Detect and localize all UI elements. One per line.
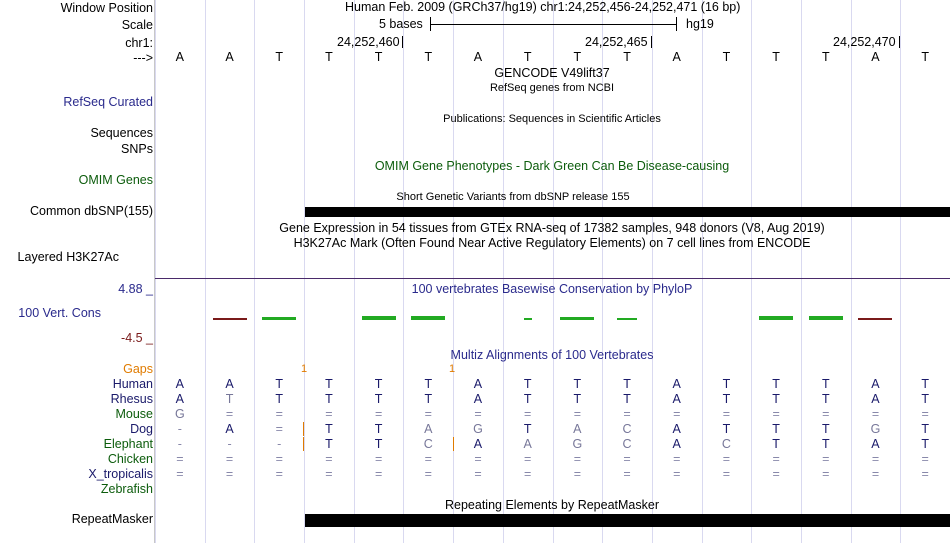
ruler-tick-3	[899, 36, 900, 48]
alignment-base: =	[424, 407, 432, 421]
alignment-base: -	[277, 437, 282, 451]
cons-top-border	[155, 278, 950, 279]
alignment-base: A	[175, 392, 185, 406]
base-letter: A	[672, 50, 681, 64]
alignment-base: A	[871, 392, 880, 406]
refseq-genes-subtitle: RefSeq genes from NCBI	[489, 82, 615, 94]
alignment-base: =	[225, 452, 234, 466]
cons-track-title[interactable]: 100 vertebrates Basewise Conservation by PhyloP	[411, 282, 693, 296]
alignment-base: T	[374, 437, 383, 451]
alignment-base: A	[871, 377, 880, 391]
cons-bar	[560, 317, 594, 320]
base-letter: T	[623, 50, 631, 64]
base-letter: T	[722, 50, 731, 64]
cons-bar	[617, 318, 637, 320]
cons-bar	[809, 316, 843, 320]
dbsnp-feature-bar[interactable]	[305, 207, 950, 217]
alignment-base: T	[374, 422, 383, 436]
alignment-base: T	[722, 422, 731, 436]
alignment-base: A	[672, 437, 681, 451]
alignment-base: T	[523, 422, 532, 436]
alignment-base: T	[325, 422, 333, 436]
alignment-base: =	[822, 407, 830, 421]
alignment-base: =	[275, 422, 283, 436]
ruler-label-2: 24,252,465	[585, 35, 648, 49]
alignment-base: =	[474, 452, 482, 466]
snps-label[interactable]: SNPs	[121, 142, 153, 156]
scale-bar	[430, 17, 677, 31]
alignment-base: A	[871, 437, 880, 451]
alignment-base: =	[921, 467, 929, 481]
alignment-base: T	[623, 377, 631, 391]
alignment-base: T	[772, 437, 780, 451]
species-label[interactable]: Mouse	[115, 407, 153, 421]
browser-image-area[interactable]	[155, 0, 950, 543]
elephant-insertion-mark	[303, 437, 304, 451]
alignment-base: A	[225, 377, 234, 391]
base-letter: T	[523, 50, 532, 64]
publications-track-title[interactable]: Publications: Sequences in Scientific Articles	[443, 113, 661, 125]
alignment-base: T	[921, 392, 929, 406]
alignment-base: A	[424, 422, 433, 436]
alignment-base: =	[871, 452, 880, 466]
window-position-label: Window Position	[60, 1, 153, 15]
alignment-base: =	[921, 452, 929, 466]
alignment-base: A	[672, 377, 681, 391]
cons-bar	[362, 316, 396, 320]
alignment-base: T	[772, 392, 780, 406]
gap-mark-1: 1	[301, 363, 308, 375]
alignment-base: =	[225, 467, 234, 481]
alignment-base: T	[374, 377, 383, 391]
alignment-base: T	[523, 392, 532, 406]
gap-mark-2: 1	[449, 363, 456, 375]
gencode-track-title[interactable]: GENCODE V49lift37	[494, 66, 610, 80]
alignment-base: A	[473, 437, 483, 451]
species-label[interactable]: Rhesus	[110, 392, 153, 406]
alignment-base: =	[722, 407, 731, 421]
cons-bar	[759, 316, 793, 320]
position-text: Human Feb. 2009 (GRCh37/hg19) chr1:24,252,456-24,252,471 (16 bp)	[345, 0, 741, 14]
alignment-base: =	[673, 452, 681, 466]
alignment-base: -	[177, 422, 182, 436]
alignment-base: =	[573, 467, 581, 481]
alignment-base: A	[523, 437, 532, 451]
species-label[interactable]: Elephant	[103, 437, 153, 451]
alignment-base: =	[772, 467, 780, 481]
alignment-base: =	[871, 467, 880, 481]
alignment-base: =	[623, 452, 631, 466]
alignment-base: T	[374, 392, 383, 406]
cons-bar	[411, 316, 445, 320]
alignment-base: =	[822, 467, 830, 481]
base-letter: T	[325, 50, 333, 64]
alignment-base: -	[177, 437, 182, 451]
ruler-label-1: 24,252,460	[337, 35, 400, 49]
alignment-base: G	[174, 407, 185, 421]
cons-bar	[858, 318, 892, 320]
repeatmasker-label[interactable]: RepeatMasker	[71, 512, 153, 526]
alignment-base: A	[573, 422, 582, 436]
alignment-base: =	[325, 467, 333, 481]
species-label[interactable]: Human	[112, 377, 153, 391]
alignment-base: -	[227, 437, 232, 451]
alignment-base: =	[524, 407, 532, 421]
alignment-base: A	[672, 422, 681, 436]
gtex-track-title[interactable]: Gene Expression in 54 tissues from GTEx RNA-seq of 17382 samples, 948 donors (V8, Aug 2019)	[279, 221, 825, 235]
alignment-base: =	[325, 407, 333, 421]
alignment-base: =	[325, 452, 333, 466]
base-letter: A	[871, 50, 880, 64]
alignment-base: =	[374, 407, 383, 421]
alignment-base: =	[474, 467, 482, 481]
alignment-base: =	[275, 467, 283, 481]
base-letter: T	[275, 50, 284, 64]
alignment-base: =	[374, 467, 383, 481]
alignment-base: =	[424, 452, 432, 466]
cons-min-label: -4.5 _	[121, 331, 153, 345]
alignment-base: T	[921, 377, 929, 391]
multiz-track-title[interactable]: Multiz Alignments of 100 Vertebrates	[450, 348, 654, 362]
alignment-base: T	[325, 437, 333, 451]
strand-arrow-label[interactable]: --->	[133, 51, 153, 65]
alignment-base: =	[524, 452, 532, 466]
alignment-base: =	[623, 407, 631, 421]
alignment-base: T	[523, 377, 532, 391]
alignment-base: T	[821, 422, 830, 436]
base-letter: A	[473, 50, 483, 64]
cons-wiggle-plot[interactable]	[155, 310, 950, 330]
species-label[interactable]: X_tropicalis	[88, 467, 153, 481]
alignment-base: T	[821, 377, 830, 391]
base-letter: T	[921, 50, 929, 64]
alignment-base: T	[424, 392, 433, 406]
base-sequence-row	[155, 50, 950, 65]
alignment-base: T	[821, 392, 830, 406]
base-letter: T	[573, 50, 582, 64]
base-letter: T	[374, 50, 383, 64]
alignment-base: T	[623, 392, 631, 406]
alignment-base: A	[672, 392, 681, 406]
alignment-base: T	[325, 392, 333, 406]
chrom-label: chr1:	[125, 36, 153, 50]
omim-genes-label[interactable]: OMIM Genes	[78, 173, 153, 187]
alignment-base: G	[473, 422, 483, 436]
ruler-tick-2	[651, 36, 652, 48]
repeatmasker-track-title[interactable]: Repeating Elements by RepeatMasker	[444, 498, 660, 512]
track-label-column	[0, 0, 155, 543]
alignment-base: =	[673, 467, 681, 481]
alignment-base: =	[921, 407, 929, 421]
alignment-base: =	[275, 452, 283, 466]
repeatmasker-feature-bar[interactable]	[305, 514, 950, 527]
alignment-base: T	[275, 392, 284, 406]
alignment-base: A	[473, 377, 483, 391]
dbsnp-track-title[interactable]: Short Genetic Variants from dbSNP release 155	[396, 191, 630, 203]
base-letter: T	[772, 50, 780, 64]
ruler-label-3: 24,252,470	[833, 35, 896, 49]
alignment-base: T	[325, 377, 333, 391]
alignment-base: T	[772, 377, 780, 391]
vert-cons-label[interactable]: 100 Vert. Cons	[18, 306, 101, 320]
sequences-label[interactable]: Sequences	[90, 126, 153, 140]
alignment-base: T	[921, 437, 929, 451]
alignment-base: =	[822, 452, 830, 466]
alignment-base: G	[572, 437, 583, 451]
alignment-base: C	[622, 437, 632, 451]
alignment-base: A	[175, 377, 185, 391]
alignment-base: =	[573, 407, 581, 421]
species-label[interactable]: Dog	[130, 422, 153, 436]
alignment-base: =	[722, 467, 731, 481]
alignment-base: C	[423, 437, 433, 451]
base-letter: T	[821, 50, 830, 64]
alignment-base: T	[722, 377, 731, 391]
alignment-base: =	[176, 467, 184, 481]
alignment-base: =	[275, 407, 283, 421]
alignment-base: T	[424, 377, 433, 391]
base-letter: A	[175, 50, 185, 64]
alignment-base: =	[176, 452, 184, 466]
alignment-base: G	[870, 422, 881, 436]
alignment-base: C	[622, 422, 632, 436]
alignment-base: =	[474, 407, 482, 421]
alignment-base: T	[275, 377, 284, 391]
base-letter: T	[424, 50, 433, 64]
alignment-base: C	[721, 437, 731, 451]
alignment-base: A	[473, 392, 483, 406]
scale-label: Scale	[121, 18, 153, 32]
cons-bar	[524, 318, 532, 320]
omim-track-title[interactable]: OMIM Gene Phenotypes - Dark Green Can Be Disease-causing	[374, 159, 730, 173]
scale-bar-label: 5 bases	[379, 17, 423, 31]
alignment-base: T	[921, 422, 929, 436]
elephant-insertion-mark-2	[453, 437, 454, 451]
alignment-base: =	[871, 407, 880, 421]
layered-h3k27ac-label[interactable]: Layered H3K27Ac	[17, 250, 119, 264]
dog-insertion-mark	[303, 422, 304, 436]
alignment-base: T	[225, 392, 234, 406]
alignment-base: T	[772, 422, 780, 436]
species-label[interactable]: Chicken	[107, 452, 153, 466]
alignment-base: T	[573, 392, 582, 406]
cons-bar	[213, 318, 247, 320]
alignment-base: =	[374, 452, 383, 466]
alignment-base: =	[722, 452, 731, 466]
ruler-tick-1	[402, 36, 403, 48]
alignment-base: =	[772, 452, 780, 466]
refseq-curated-label[interactable]: RefSeq Curated	[63, 95, 153, 109]
h3k27ac-track-title[interactable]: H3K27Ac Mark (Often Found Near Active Regulatory Elements) on 7 cell lines from ENCODE	[293, 236, 811, 250]
alignment-base: T	[573, 377, 582, 391]
cons-max-label: 4.88 _	[118, 282, 153, 296]
cons-bar	[262, 317, 296, 320]
alignment-base: =	[225, 407, 234, 421]
alignment-base: =	[573, 452, 581, 466]
alignment-base: T	[722, 392, 731, 406]
scale-assembly-label: hg19	[686, 17, 714, 31]
gaps-label[interactable]: Gaps	[123, 362, 153, 376]
alignment-base: A	[225, 422, 234, 436]
common-dbsnp-label[interactable]: Common dbSNP(155)	[30, 204, 153, 218]
alignment-base: =	[772, 407, 780, 421]
alignment-base: =	[524, 467, 532, 481]
alignment-base: T	[821, 437, 830, 451]
base-letter: A	[225, 50, 234, 64]
alignment-base: =	[424, 467, 432, 481]
species-label[interactable]: Zebrafish	[100, 482, 153, 496]
alignment-base: =	[623, 467, 631, 481]
alignment-base: =	[673, 407, 681, 421]
